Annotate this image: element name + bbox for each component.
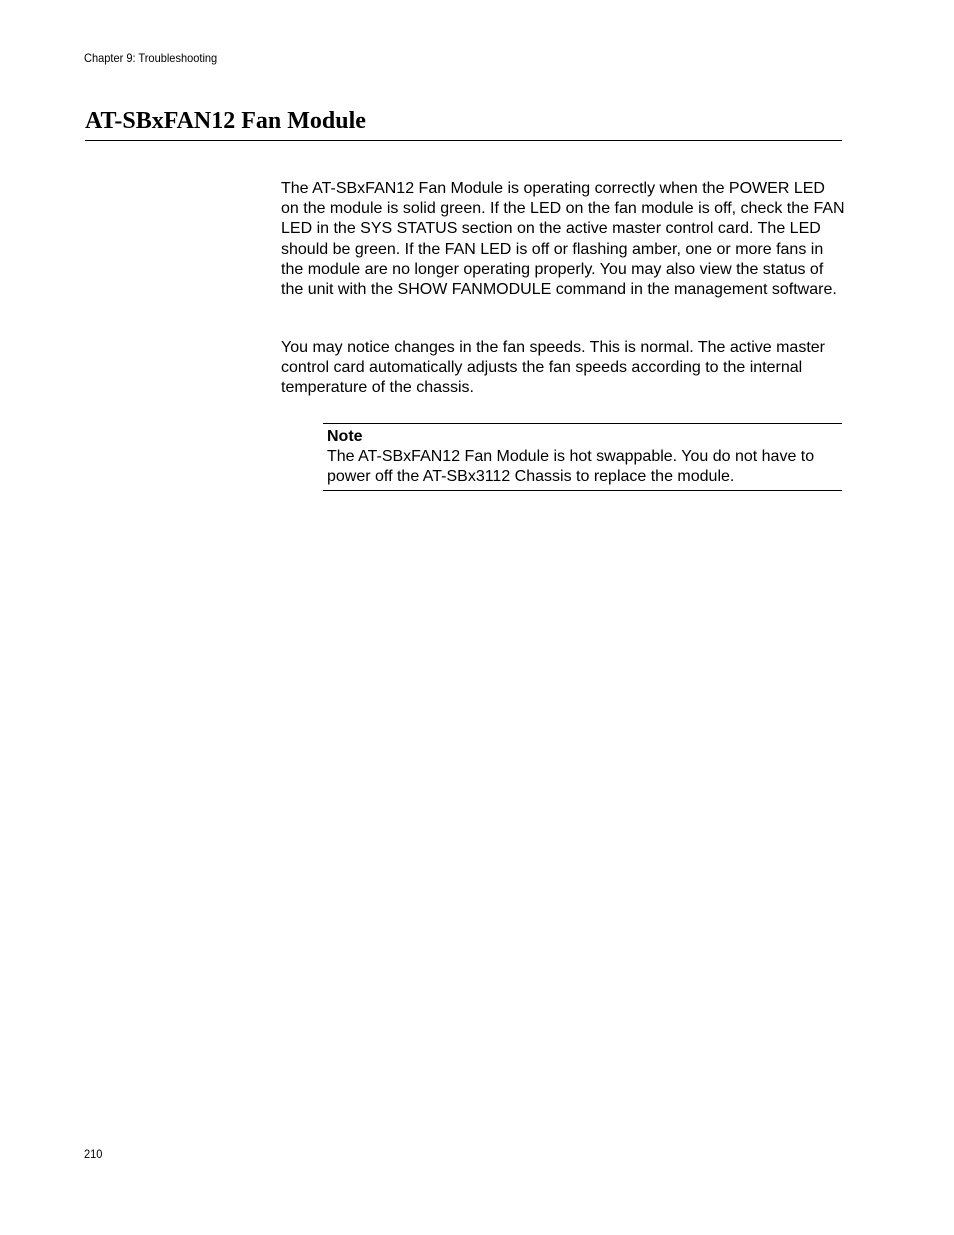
running-header: Chapter 9: Troubleshooting	[84, 51, 218, 65]
note-text: The AT-SBxFAN12 Fan Module is hot swappable. You do not have to power off the AT-SBx3112 Chassis to replace the module.	[327, 448, 815, 486]
section-title: AT-SBxFAN12 Fan Module	[85, 107, 842, 141]
note-box	[323, 423, 842, 491]
page-number: 210	[84, 1147, 103, 1161]
note-heading: Note	[327, 428, 363, 445]
body-paragraph-fan-speeds: You may notice changes in the fan speeds. This is normal. The active master control card automatically adjusts the fan speeds according to the internal temperature of the chassis.	[281, 339, 825, 397]
body-paragraph-fan-status: The AT-SBxFAN12 Fan Module is operating correctly when the POWER LED on the module is solid green. If the LED on the fan module is off, check the FAN LED in the SYS STATUS section on the active master control card. The LED should be green. If the FAN LED is off or flashing amber, one or more fans in the module are no longer operating properly. You may also view the status of the unit with the SHOW FANMODULE command in the management software.	[281, 180, 845, 299]
